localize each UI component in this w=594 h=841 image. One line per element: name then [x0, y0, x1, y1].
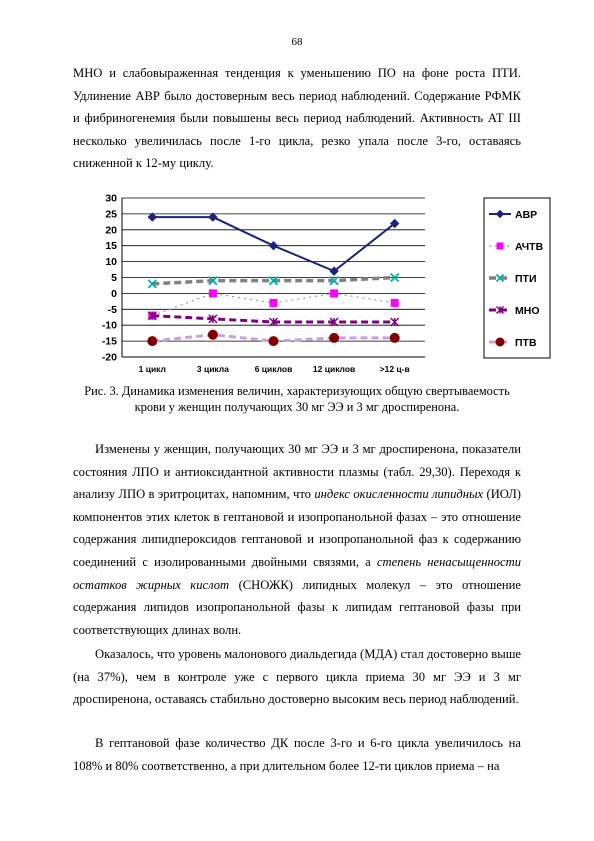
data-point [390, 333, 400, 343]
legend-label: ПТИ [515, 273, 537, 285]
paragraph-heptane: В гептановой фазе количество ДК после 3-го и 6-го цикла увеличилось на 108% и 80% соответственно, а при длительном более 12-ти циклов приема – на [73, 736, 521, 773]
data-point [269, 336, 279, 346]
data-point [209, 289, 217, 297]
page-number: 68 [291, 36, 303, 48]
paragraph-mda: Оказалось, что уровень малонового диальдегида (МДА) стал достоверно выше (на 37%), чем в контроле уже с первого цикла приема 30 мг ЭЭ и 3 мг дроспиренона, оставаясь стабильно достоверно высоким весь период наблюдений. [73, 647, 521, 707]
legend [484, 198, 550, 358]
x-tick-label: 6 циклов [254, 364, 293, 374]
x-tick-label: 12 циклов [312, 364, 356, 374]
paragraph-lpo [73, 438, 521, 641]
figure-caption: Рис. 3. Динамика изменения величин, характеризующих общую свертываемость крови у женщин получающих 30 мг ЭЭ и 3 мг дроспиренона. [84, 384, 510, 414]
y-tick-label: 30 [105, 192, 117, 205]
text-segment: (СНОЖК) липидных молекул – это отношение содержания липидов изопропанольной фазы к липидам гептановой фазы при соответствующих длинах волн. [73, 577, 521, 637]
data-point [496, 338, 505, 347]
y-tick-label: 15 [105, 240, 117, 253]
legend-label: МНО [515, 305, 540, 317]
plot-area [102, 193, 425, 375]
italic-term: индекс окисленности липидных [314, 487, 484, 502]
legend-label: АВР [515, 209, 538, 221]
legend-label: АЧТВ [515, 241, 544, 253]
y-tick-label: -15 [101, 335, 117, 348]
y-tick-label: 25 [105, 208, 117, 221]
legend-label: ПТВ [515, 337, 537, 349]
text-segment: (ИОЛ) компонентов этих клеток в гептановой и изопропанольной фазах – это отношение содержания липидпероксидов гептановой и изопропанольной фаз к содержанию соединений с изолированными двойными связями, а [73, 487, 521, 569]
data-point [391, 318, 399, 326]
y-tick-label: -10 [101, 319, 117, 332]
text-segment: Изменены у женщин, получающих 30 мг ЭЭ и 3 мг дроспиренона, показатели состояния ЛПО и антиоксидантной активности плазмы (табл. 29,30). Переходя к анализу ЛПО в эритроцитах, напомним, что [73, 442, 521, 502]
x-tick-label: 1 цикл [138, 364, 166, 374]
data-point [497, 243, 504, 250]
data-point [329, 333, 339, 343]
x-tick-label: 3 цикла [196, 364, 229, 374]
y-tick-label: 10 [105, 256, 117, 269]
y-tick-label: -5 [107, 303, 117, 316]
data-point [270, 242, 278, 250]
data-point [270, 299, 278, 307]
y-tick-label: -20 [101, 351, 117, 364]
data-point [330, 289, 338, 297]
x-tick-label: >12 ц-в [379, 364, 410, 374]
y-tick-label: 20 [105, 224, 117, 237]
line-chart [90, 190, 544, 380]
italic-term: степень ненасыщенности остатков жирных кислот [73, 554, 521, 592]
y-tick-label: 5 [111, 272, 117, 284]
data-point [391, 299, 399, 307]
data-point [147, 336, 157, 346]
y-tick-label: 0 [111, 287, 117, 300]
data-point [208, 330, 218, 340]
paragraph-intro: МНО и слабовыраженная тенденция к уменьшению ПО на фоне роста ПТИ. Удлинение АВР было достоверным весь период наблюдений. Содержание РФМК и фибриногенемия были повышены весь период наблюдений. Активность АТ III несколько увеличилась после 1-го цикла, резко упала после 3-го, оставаясь сниженной к 12-му циклу. [73, 66, 521, 171]
